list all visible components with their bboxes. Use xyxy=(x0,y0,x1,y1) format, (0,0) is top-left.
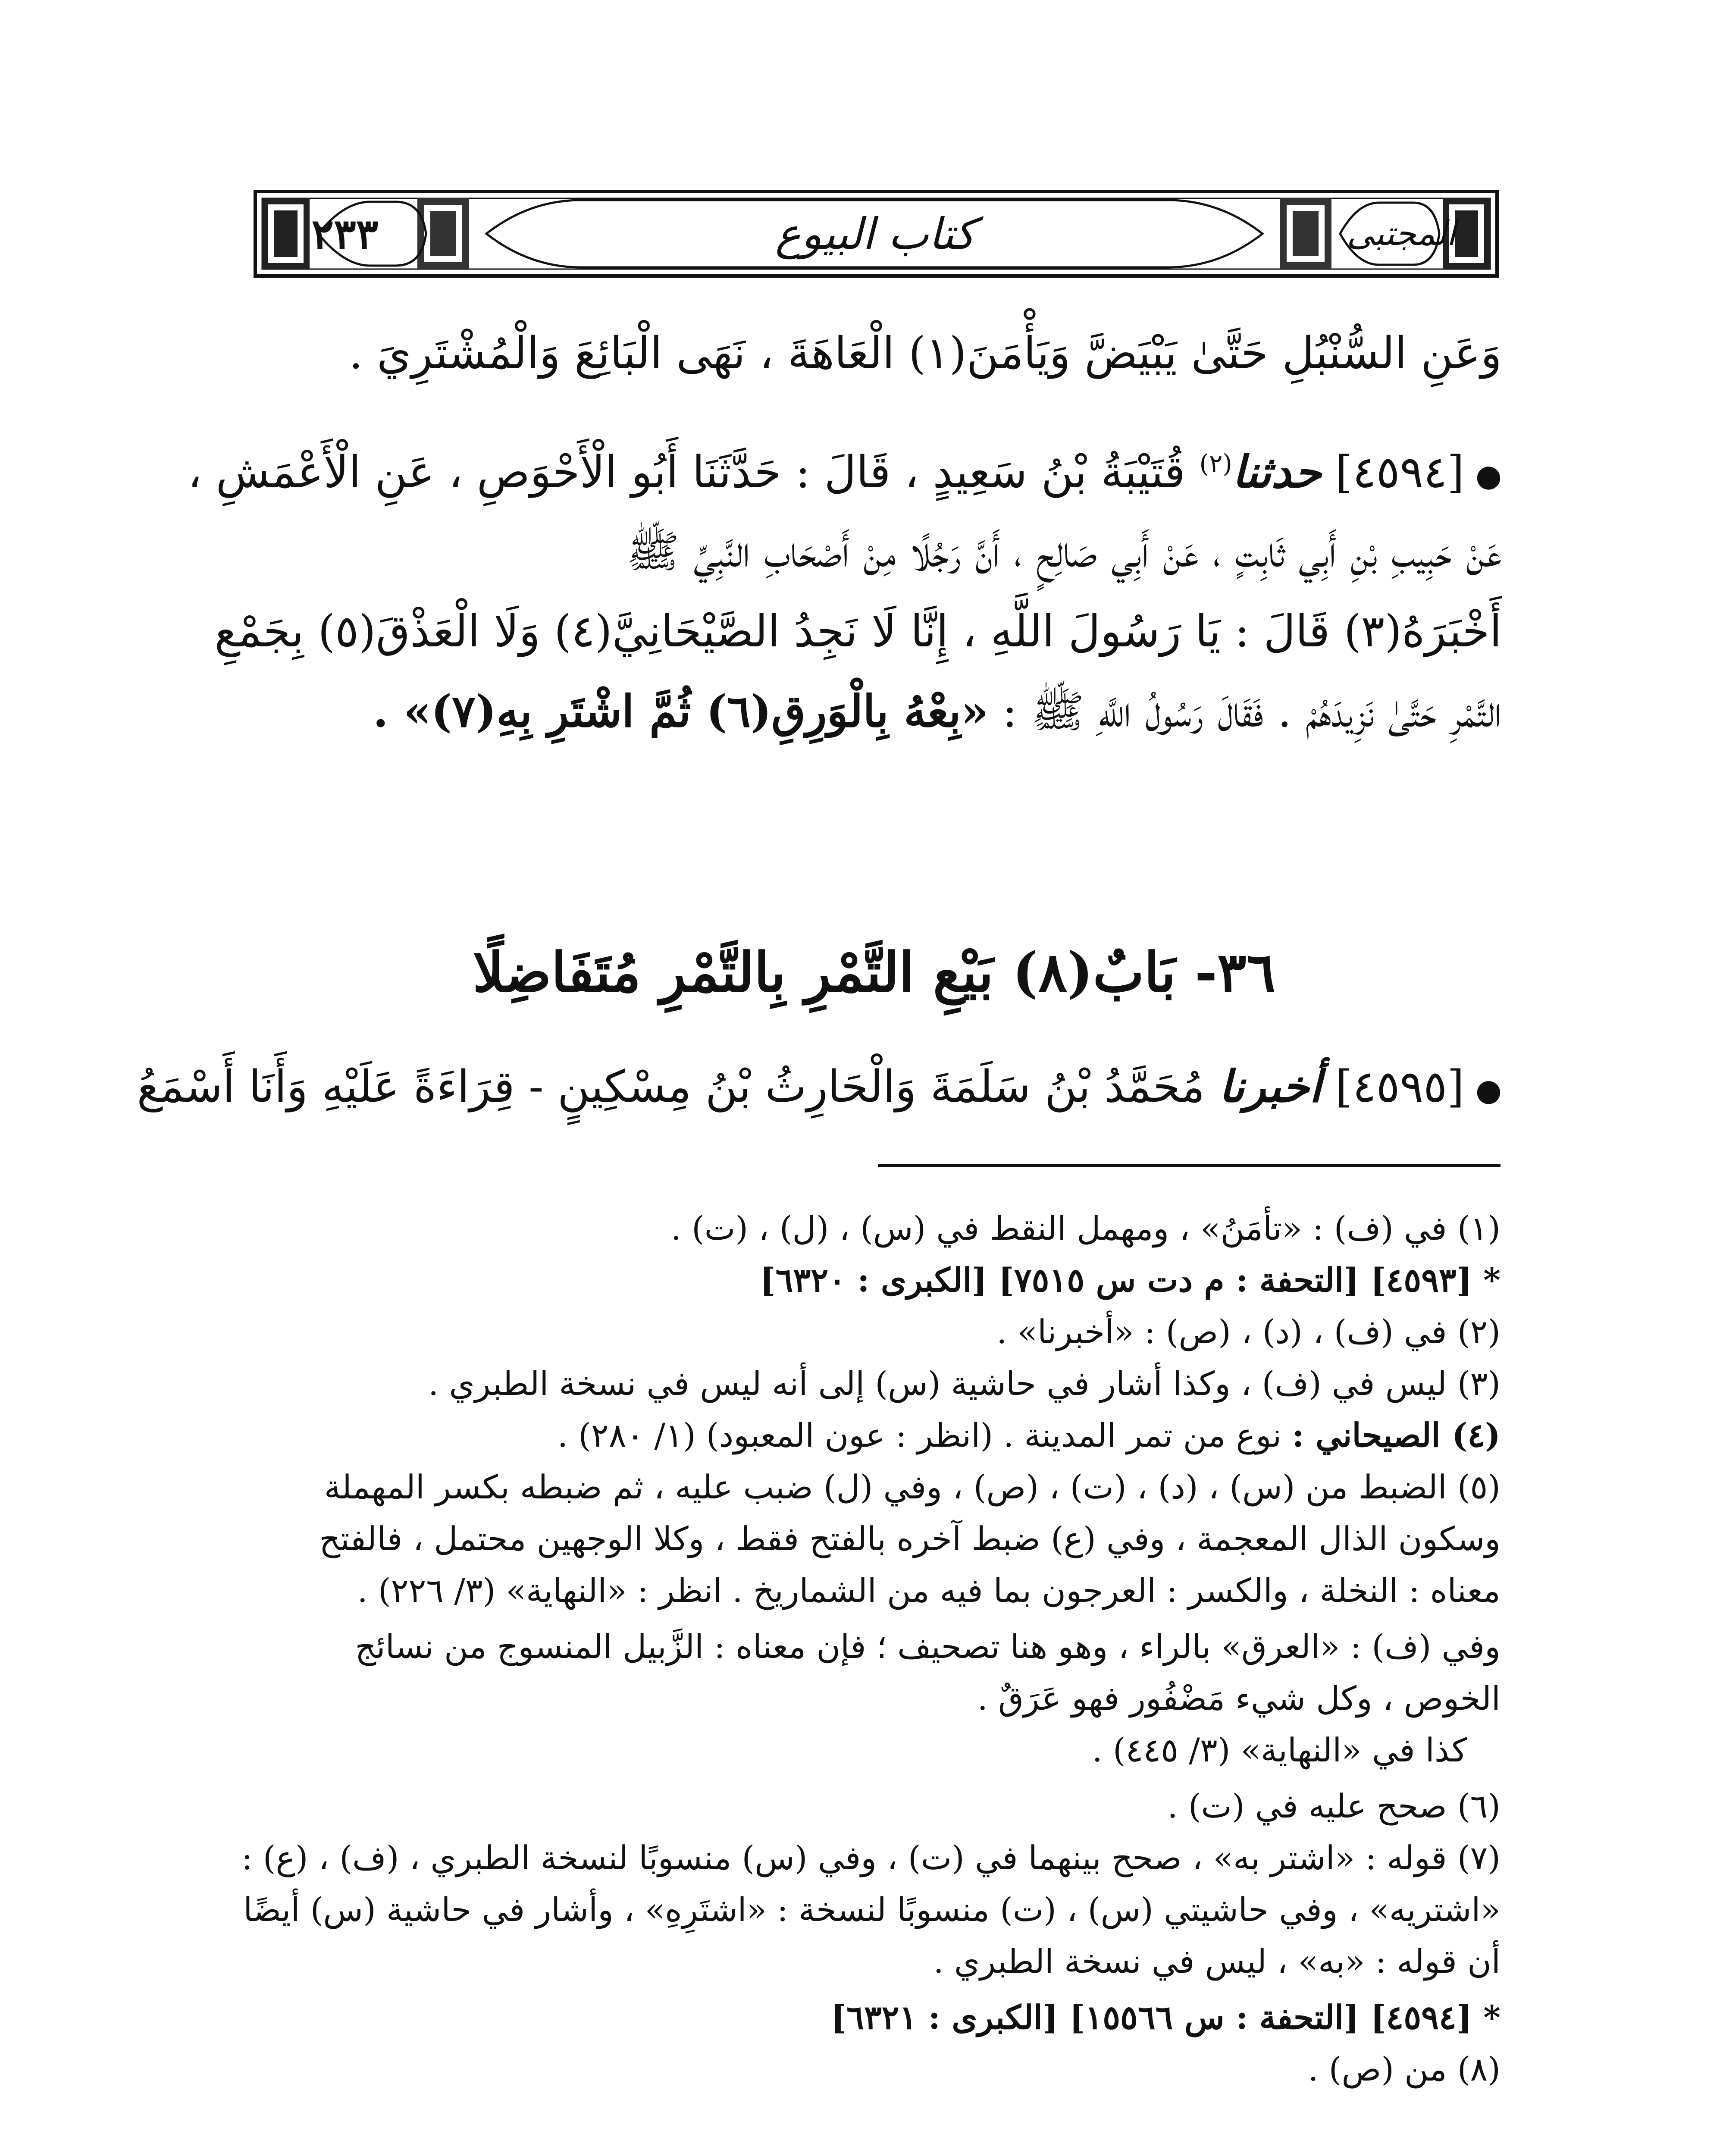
chapter-heading: ٣٦- بَابٌ(٨) بَيْعِ التَّمْرِ بِالتَّمْرِ مُتَفَاضِلًا xyxy=(473,940,1276,1004)
hadith-text: التَّمْرِ حَتَّىٰ نَزِيدَهُمْ . فَقَالَ رَسُولُ اللَّهِ ﷺ : xyxy=(1002,686,1502,737)
text-line-1: وَعَنِ السُّنْبُلِ حَتَّىٰ يَبْيَضَّ وَيَأْمَنَ(١) الْعَاهَةَ ، نَهَى الْبَائِعَ وَالْمُشْتَرِيَ . xyxy=(349,328,1502,379)
hadith-text: قُتَيْبَةُ بْنُ سَعِيدٍ ، قَالَ : حَدَّثَنَا أَبُو الْأَحْوَصِ ، عَنِ الْأَعْمَشِ ، xyxy=(188,447,1186,498)
footnote-5-line-1: (٥) الضبط من (س) ، (د) ، (ت) ، (ص) ، وفي (ل) ضبب عليه ، ثم ضبطه بكسر المهملة xyxy=(324,1468,1500,1506)
series-name: المجتبى xyxy=(1347,214,1456,253)
prophetic-saying: «بِعْهُ بِالْوَرِقِ(٦) ثُمَّ اشْتَرِ بِهِ(٧)» . xyxy=(373,686,989,737)
footnote-7-line-2: «اشتريه» ، وفي حاشيتي (س) ، (ت) منسوبًا لنسخة : «اشتَرِهِ» ، وأشار في حاشية (س) أيضًا xyxy=(243,1890,1500,1929)
bullet-icon: ● xyxy=(1475,458,1502,494)
page-number: ٢٣٣ xyxy=(311,209,379,258)
hadith-4594-line-c: أَخْبَرَهُ(٣) قَالَ : يَا رَسُولَ اللَّهِ ، إِنَّا لَا نَجِدُ الصَّيْحَانِيَّ(٤) وَلَا الْعَذْقَ(٥) بِجَمْعِ xyxy=(214,606,1502,657)
hadith-4595-line-a xyxy=(137,1054,1502,1122)
footnote-term: (٤) الصيحاني : xyxy=(1292,1416,1500,1454)
hadith-number: [٤٥٩٤] xyxy=(1335,447,1464,498)
footnote-5-line-4: وفي (ف) : «العرق» بالراء ، وهو هنا تصحيف ؛ فإن معناه : الزَّبيل المنسوج من نسائج xyxy=(355,1627,1500,1666)
hadith-number: [٤٥٩٥] xyxy=(1335,1061,1464,1112)
footnote-8: (٨) من (ص) . xyxy=(1308,2050,1500,2088)
hadith-keyword: حدثنا xyxy=(1232,446,1322,498)
bullet-icon: ● xyxy=(1475,1072,1502,1108)
footnote-7-line-1: (٧) قوله : «اشتر به» ، صحح بينهما في (ت) ، وفي (س) منسوبًا لنسخة الطبري ، (ف) ، (ع) : xyxy=(241,1839,1500,1877)
hadith-text: مُحَمَّدُ بْنُ سَلَمَةَ وَالْحَارِثُ بْنُ مِسْكِينٍ - قِرَاءَةً عَلَيْهِ وَأَنَا أَسْمَعُ xyxy=(137,1061,1205,1112)
hadith-4594-line-d xyxy=(249,679,1502,744)
footnote-5-line-3: معناه : النخلة ، والكسر : العرجون بما فيه من الشماريخ . انظر : «النهاية» (٣/ ٢٢٦) . xyxy=(357,1571,1500,1610)
footnote-6: (٦) صحح عليه في (ت) . xyxy=(1167,1787,1500,1825)
takhrij-4594: * [٤٥٩٤] [التحفة : س ١٥٥٦٦] [الكبرى : ٦٣٢١] xyxy=(831,1998,1500,2037)
footnote-7-line-3: أن قوله : «به» ، ليس في نسخة الطبري . xyxy=(933,1942,1500,1981)
running-title: كتاب البيوع xyxy=(775,208,976,259)
footnote-5-line-5: الخوص ، وكل شيء مَضْفُور فهو عَرَقٌ . xyxy=(977,1679,1500,1717)
footnote-3: (٣) ليس في (ف) ، وكذا أشار في حاشية (س) إلى أنه ليس في نسخة الطبري . xyxy=(428,1364,1500,1403)
footnote-4 xyxy=(248,1410,1500,1461)
takhrij-4593: * [٤٥٩٣] [التحفة : م دت س ٧٥١٥] [الكبرى : ٦٣٢٠] xyxy=(760,1261,1500,1299)
footnote-5-line-2: وسكون الذال المعجمة ، وفي (ع) ضبط آخره بالفتح فقط ، وكلا الوجهين محتمل ، فالفتح xyxy=(319,1520,1500,1558)
footnote-separator xyxy=(878,1164,1500,1167)
footnote-text: نوع من تمر المدينة . (انظر : عون المعبود) (١/ ٢٨٠) . xyxy=(557,1416,1282,1454)
hadith-4594-line-a xyxy=(188,440,1502,508)
hadith-4594-line-b: عَنْ حَبِيبِ بْنِ أَبِي ثَابِتٍ ، عَنْ أَبِي صَالِحٍ ، أَنَّ رَجُلًا مِنْ أَصْحَابِ النَّبِيِّ ﷺ xyxy=(626,526,1502,577)
footnote-2: (٢) في (ف) ، (د) ، (ص) : «أخبرنا» . xyxy=(996,1313,1500,1351)
footnote-1: (١) في (ف) : «تأمَنُ» ، ومهمل النقط في (س) ، (ل) ، (ت) . xyxy=(670,1209,1500,1247)
hadith-keyword: أخبرنا xyxy=(1219,1061,1322,1112)
footnote-5-line-6: كذا في «النهاية» (٣/ ٤٤٥) . xyxy=(1092,1731,1467,1769)
footnote-ref: (٢) xyxy=(1199,449,1232,478)
